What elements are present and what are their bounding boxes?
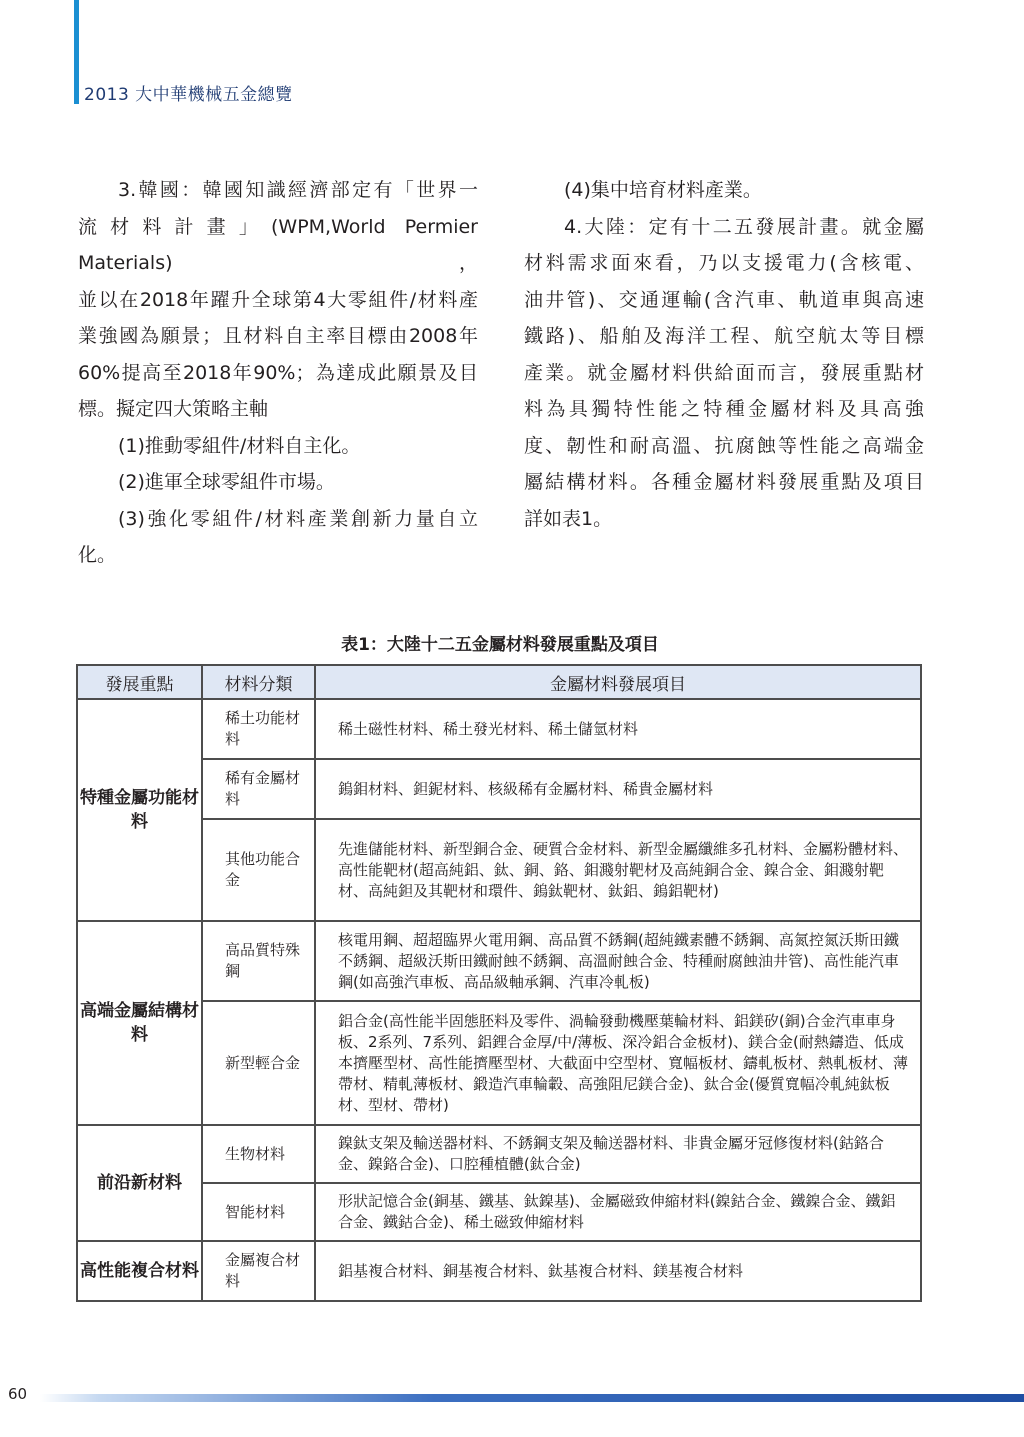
category-cell: 金屬複合材料 [202, 1241, 315, 1301]
items-cell: 核電用鋼、超超臨界火電用鋼、高品質不銹鋼(超純鐵素體不銹鋼、高氮控氮沃斯田鐵不銹鋼、超級沃斯田鐵耐蝕不銹鋼、高溫耐蝕合金、特種耐腐蝕油井管)、高性能汽車鋼(如高強汽車板、高品級軸承鋼、汽車冷軋板) [315, 921, 921, 1001]
items-cell: 先進儲能材料、新型銅合金、硬質合金材料、新型金屬纖維多孔材料、金屬粉體材料、高性能靶材(超高純鋁、鈦、銅、鉻、鉬濺射靶材及高純銅合金、鎳合金、鉬濺射靶材、高純鉭及其靶材和環件、鎢鈦靶材、鈦鋁、鎢鋁靶材) [315, 819, 921, 921]
items-cell: 稀土磁性材料、稀土發光材料、稀土儲氫材料 [315, 699, 921, 759]
items-cell: 鎢鉬材料、鉭鈮材料、核級稀有金屬材料、稀貴金屬材料 [315, 759, 921, 819]
group-cell: 前沿新材料 [77, 1125, 202, 1241]
text-line: 化。 [78, 544, 117, 566]
text-line: 60%提高至2018年90%；為達成此願景及目 [78, 361, 478, 384]
text-line: 業強國為願景；且材料自主率目標由2008年 [78, 325, 478, 347]
right-column [524, 172, 924, 537]
table-caption: 表1：大陸十二五金屬材料發展重點及項目 [341, 635, 659, 655]
header-category: 材料分類 [202, 665, 315, 699]
header-items: 金屬材料發展項目 [315, 665, 921, 699]
group-cell: 高性能複合材料 [77, 1241, 202, 1301]
group-cell: 特種金屬功能材料 [77, 699, 202, 921]
category-cell: 高品質特殊鋼 [202, 921, 315, 1001]
text-line: 產業。就金屬材料供給面而言，發展重點材 [524, 361, 924, 384]
text-line: 詳如表1。 [524, 507, 613, 530]
text-line: 流材料計畫」(WPM,World Permier Materials)， [78, 215, 478, 274]
category-cell: 新型輕合金 [202, 1001, 315, 1125]
items-cell: 形狀記憶合金(銅基、鐵基、鈦鎳基)、金屬磁致伸縮材料(鎳鈷合金、鐵鎳合金、鐵鋁合金、鐵鈷合金)、稀土磁致伸縮材料 [315, 1183, 921, 1241]
category-cell: 智能材料 [202, 1183, 315, 1241]
text-line: 3.韓國：韓國知識經濟部定有「世界一 [118, 179, 478, 201]
strategy-item: (4)集中培育材料產業。 [564, 179, 762, 201]
category-cell: 稀土功能材料 [202, 699, 315, 759]
header-focus: 發展重點 [77, 665, 202, 699]
page-number: 60 [8, 1385, 28, 1403]
text-line: 油井管)、交通運輸(含汽車、軌道車與高速 [524, 288, 924, 311]
strategy-item: (1)推動零組件/材料自主化。 [118, 434, 361, 457]
strategy-item: (2)進軍全球零組件市場。 [118, 471, 335, 493]
text-line: 並以在2018年躍升全球第4大零組件/材料產 [78, 288, 478, 311]
text-line: 料為具獨特性能之特種金屬材料及具高強 [524, 398, 924, 420]
table-row [77, 1241, 921, 1301]
category-cell: 生物材料 [202, 1125, 315, 1183]
table-row [77, 921, 921, 1001]
text-line: 材料需求面來看，乃以支援電力(含核電、 [524, 252, 924, 274]
text-line: 鐵路)、船舶及海洋工程、航空航太等目標 [524, 325, 924, 347]
strategy-item: (3)強化零組件/材料產業創新力量自立 [118, 507, 478, 530]
table-row [77, 1125, 921, 1183]
text-line: 度、韌性和耐高溫、抗腐蝕等性能之高端金 [524, 434, 924, 457]
table-row [77, 1001, 921, 1125]
materials-table [76, 664, 922, 1302]
items-cell: 鋁基複合材料、銅基複合材料、鈦基複合材料、鎂基複合材料 [315, 1241, 921, 1301]
category-cell: 稀有金屬材料 [202, 759, 315, 819]
text-line: 4.大陸：定有十二五發展計畫。就金屬 [564, 215, 924, 238]
table-row [77, 759, 921, 819]
table-row [77, 1183, 921, 1241]
text-line: 標。擬定四大策略主軸 [78, 398, 269, 420]
category-cell: 其他功能合金 [202, 819, 315, 921]
table-row [77, 819, 921, 921]
left-column [78, 172, 478, 574]
table-row [77, 699, 921, 759]
header-accent-bar [74, 0, 79, 104]
running-header: 2013 大中華機械五金總覽 [84, 85, 293, 105]
footer-rule [40, 1394, 1024, 1402]
items-cell: 鎳鈦支架及輸送器材料、不銹鋼支架及輸送器材料、非貴金屬牙冠修復材料(鈷鉻合金、鎳鉻合金)、口腔種植體(鈦合金) [315, 1125, 921, 1183]
group-cell: 高端金屬結構材料 [77, 921, 202, 1125]
items-cell: 鋁合金(高性能半固態胚料及零件、渦輪發動機壓葉輪材料、鋁鎂矽(銅)合金汽車車身板、2系列、7系列、鋁鋰合金厚/中/薄板、深冷鋁合金板材)、鎂合金(耐熱鑄造、低成本擠壓型材、高性能擠壓型材、大截面中空型材、寬幅板材、鑄軋板材、熱軋板材、薄帶材、精軋薄板材、鍛造汽車輪轂、高強阻尼鎂合金)、鈦合金(優質寬幅冷軋純鈦板材、型材、帶材) [315, 1001, 921, 1125]
table-header-row [77, 665, 921, 699]
text-line: 屬結構材料。各種金屬材料發展重點及項目 [524, 471, 924, 493]
